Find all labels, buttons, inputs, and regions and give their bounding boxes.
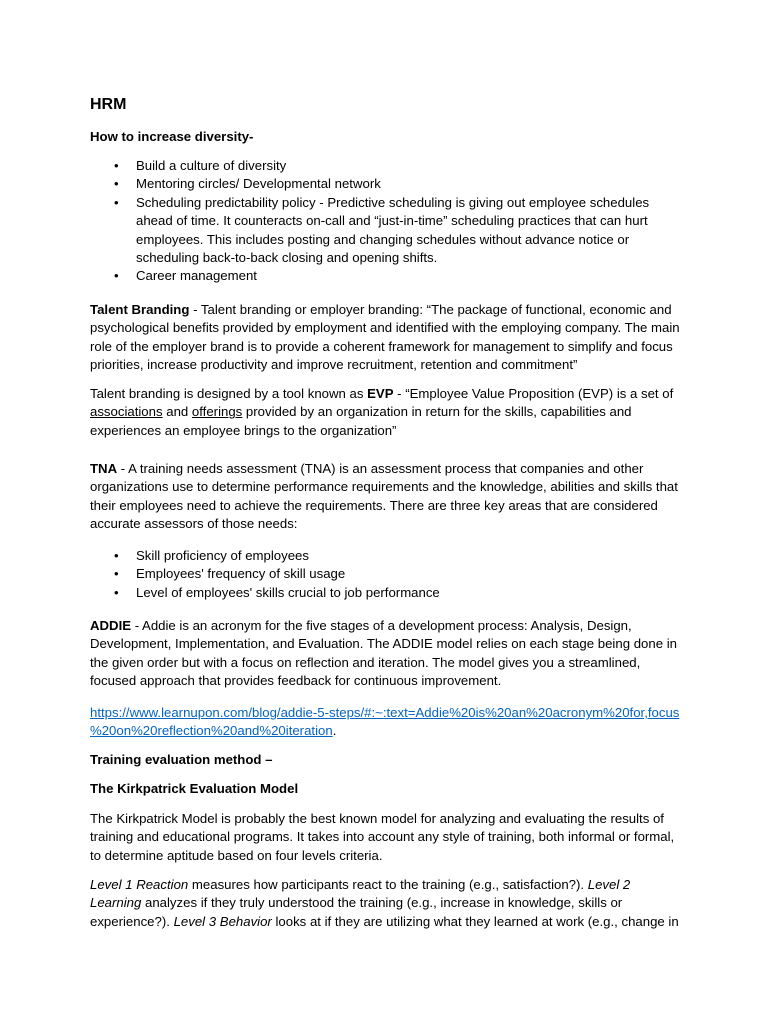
addie-paragraph: ADDIE - Addie is an acronym for the five stages of a development process: Analysis, Design, Development, Implementation, and Evaluation. The ADDIE model relies on each stage being done in the given order but with a focus on reflection and iteration. The model gives you a streamlined, focused approach that provides feedback for continuous improvement. (90, 618, 677, 689)
level-3-term: Level 3 Behavior (173, 913, 272, 929)
addie-link[interactable]: https://www.learnupon.com/blog/addie-5-steps/#:~:text=Addie%20is%20an%20acronym%20for,focus (90, 705, 680, 720)
list-item: • Mentoring circles/ Developmental network (114, 176, 381, 192)
associations-underlined: associations (90, 404, 163, 420)
offerings-underlined: offerings (191, 404, 243, 420)
training-eval-heading: Training evaluation method – (90, 752, 273, 767)
evp-paragraph: Talent branding is designed by a tool known as EVP - “Employee Value Proposition (EVP) is a set of associations and offerings provided by an organization in return for the skills, capabilities and experiences an employee brings to the organization” (90, 386, 674, 438)
level-2-term-part2: Learning (90, 895, 142, 911)
page-title: HRM (90, 96, 127, 113)
kirkpatrick-heading: The Kirkpatrick Evaluation Model (90, 781, 299, 796)
list-item: • Scheduling predictability policy - Predictive scheduling is giving out employee schedules ahead of time. It counteracts on-call and “just-in-time” scheduling practices that can hurt employees. This includes posting and changing schedules without advance notice or scheduling back-to-back closing and opening shifts. (114, 194, 650, 266)
tna-term: TNA (90, 461, 118, 476)
evp-term: EVP (367, 386, 394, 401)
diversity-list (90, 157, 686, 286)
level-2-term-part1: Level 2 (587, 877, 631, 892)
levels-paragraph: Level 1 Reaction measures how participants react to the training (e.g., satisfaction?). Level 2 Learning analyzes if they truly understood the training (e.g., increase in knowledge, skills or experience?). Level 3 Behavior looks at if they are utilizing what they learned at work (e.g., change in (90, 877, 679, 929)
talent-branding-term: Talent Branding (90, 302, 190, 317)
list-item: • Career management (114, 268, 257, 284)
diversity-heading: How to increase diversity- (90, 129, 254, 144)
tna-paragraph: TNA - A training needs assessment (TNA) is an assessment process that companies and other organizations use to determine performance requirements and the knowledge, abilities and skills that their employees need to achieve the requirements. There are three key areas that are considered accurate assessors of those needs: (90, 461, 678, 532)
kirkpatrick-paragraph: The Kirkpatrick Model is probably the best known model for analyzing and evaluating the results of training and educational programs. It takes into account any style of training, both informal or formal, to determine aptitude based on four levels criteria. (90, 811, 675, 863)
addie-link-continued[interactable]: %20on%20reflection%20and%20iteration (90, 723, 333, 739)
list-item: • Skill proficiency of employees (114, 548, 309, 563)
tna-list (90, 547, 686, 602)
list-item: • Level of employees' skills crucial to job performance (114, 584, 440, 600)
list-item: • Build a culture of diversity (114, 158, 287, 173)
talent-branding-paragraph: Talent Branding - Talent branding or employer branding: “The package of functional, economic and psychological benefits provided by employment and identified with the employing company. The main role of the employer brand is to provide a coherent framework for management to simplify and focus priorities, increase productivity and improve recruitment, retention and commitment” (90, 302, 680, 373)
level-1-term: Level 1 Reaction (90, 877, 189, 892)
addie-term: ADDIE (90, 618, 132, 633)
addie-link-paragraph: https://www.learnupon.com/blog/addie-5-steps/#:~:text=Addie%20is%20an%20acronym%20for,focus %20on%20reflection%20and%20iteration. (90, 705, 680, 739)
list-item: • Employees' frequency of skill usage (114, 566, 346, 582)
